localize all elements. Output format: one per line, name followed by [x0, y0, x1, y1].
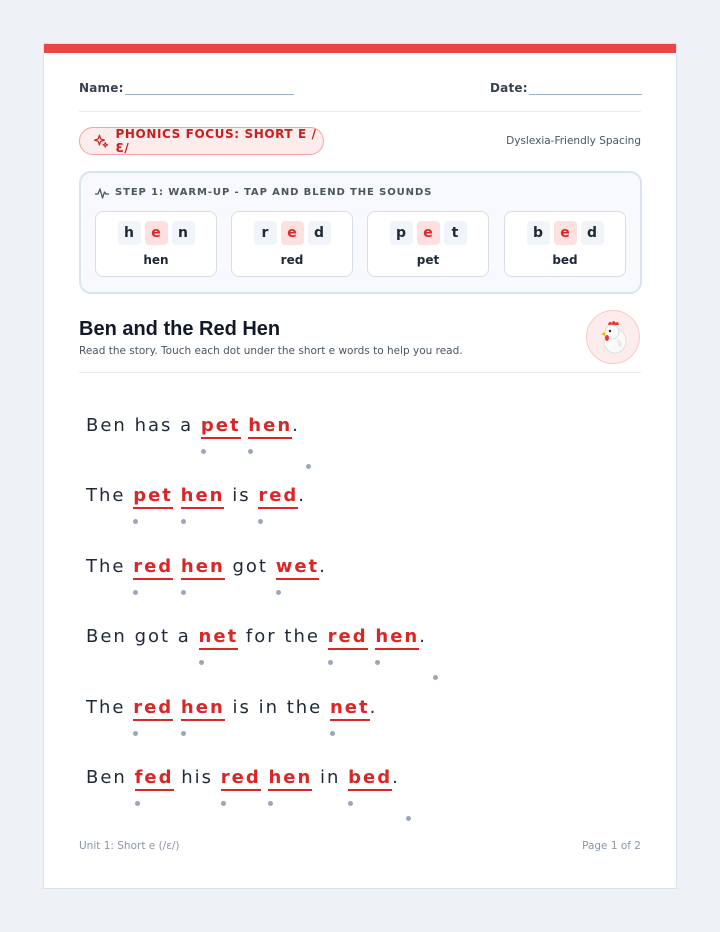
- sound-tile[interactable]: r: [254, 221, 277, 245]
- name-field[interactable]: [125, 94, 294, 95]
- sound-tile[interactable]: h: [118, 221, 141, 245]
- short-e-word[interactable]: bed: [348, 767, 392, 791]
- date-label: Date:: [490, 81, 528, 95]
- story-title: Ben and the Red Hen: [79, 318, 281, 340]
- sentence-text: .: [419, 626, 427, 647]
- short-e-word[interactable]: fed: [135, 767, 174, 791]
- short-e-word[interactable]: red: [133, 697, 173, 721]
- story-sentence: [86, 626, 432, 650]
- short-e-word[interactable]: hen: [375, 626, 419, 650]
- sound-tile[interactable]: b: [527, 221, 550, 245]
- blend-word: bed: [552, 253, 578, 267]
- short-e-word[interactable]: hen: [181, 485, 225, 509]
- sentence-text: The: [86, 556, 134, 577]
- date-field[interactable]: [529, 94, 642, 95]
- sentence-text: [368, 626, 376, 647]
- short-e-word[interactable]: red: [221, 767, 261, 791]
- sentence-text: Ben: [86, 767, 127, 788]
- sentence-text: is: [224, 485, 259, 506]
- sentence-text: The: [86, 485, 134, 506]
- footer-unit: Unit 1: Short e (/ɛ/): [79, 840, 180, 852]
- blend-card-pet[interactable]: [367, 211, 489, 277]
- worksheet-page: [43, 43, 677, 889]
- sentence-text: is in the: [224, 697, 330, 718]
- spacing-note: Dyslexia-Friendly Spacing: [506, 135, 641, 147]
- blend-card-bed[interactable]: [504, 211, 626, 277]
- short-e-word[interactable]: pet: [201, 415, 241, 439]
- story-sentence: [86, 485, 306, 509]
- sentence-text: .: [292, 415, 300, 436]
- sound-tile[interactable]: d: [581, 221, 604, 245]
- sound-tile-vowel[interactable]: e: [554, 221, 577, 245]
- story-sentence: [86, 415, 305, 439]
- sound-tile[interactable]: t: [444, 221, 467, 245]
- top-accent-bar: [44, 44, 676, 53]
- sentence-text: [173, 697, 181, 718]
- story-instructions: Read the story. Touch each dot under the short e words to help you read.: [79, 345, 463, 357]
- header-divider: [79, 111, 641, 112]
- sentence-text: .: [392, 767, 400, 788]
- short-e-word[interactable]: pet: [133, 485, 173, 509]
- story-sentence: [86, 697, 377, 721]
- reading-dot[interactable]: [433, 675, 438, 680]
- blend-word: pet: [416, 253, 440, 267]
- phonics-focus-badge: [79, 127, 324, 155]
- short-e-word[interactable]: net: [199, 626, 239, 650]
- story-divider: [79, 372, 641, 373]
- sentence-text: [241, 415, 249, 436]
- short-e-word[interactable]: hen: [181, 556, 225, 580]
- sound-tile-vowel[interactable]: e: [145, 221, 168, 245]
- pulse-icon: [95, 187, 109, 199]
- phonics-focus-label: PHONICS FOCUS: SHORT E /Ɛ/: [115, 127, 317, 155]
- sound-tile[interactable]: d: [308, 221, 331, 245]
- sound-tile-vowel[interactable]: e: [417, 221, 440, 245]
- reading-dot[interactable]: [306, 464, 311, 469]
- sparkle-icon: [94, 134, 108, 149]
- sentence-text: [261, 767, 269, 788]
- chicken-icon: [587, 311, 639, 363]
- blend-card-hen[interactable]: [95, 211, 217, 277]
- short-e-word[interactable]: net: [330, 697, 370, 721]
- sentence-text: in: [312, 767, 349, 788]
- sentence-text: The: [86, 697, 134, 718]
- sentence-text: his: [173, 767, 221, 788]
- name-label: Name:: [79, 81, 124, 95]
- sentence-text: .: [298, 485, 307, 506]
- footer-page-number: Page 1 of 2: [582, 840, 641, 852]
- story-sentence: [86, 556, 327, 580]
- sound-tile[interactable]: n: [172, 221, 195, 245]
- blend-word: red: [280, 253, 304, 267]
- short-e-word[interactable]: wet: [276, 556, 319, 580]
- sentence-text: .: [319, 556, 327, 577]
- short-e-word[interactable]: hen: [268, 767, 312, 791]
- sound-tile-vowel[interactable]: e: [281, 221, 304, 245]
- short-e-word[interactable]: hen: [248, 415, 292, 439]
- sentence-text: got: [224, 556, 276, 577]
- blend-word: hen: [143, 253, 169, 267]
- reading-dot[interactable]: [406, 816, 411, 821]
- short-e-word[interactable]: red: [328, 626, 368, 650]
- hen-illustration: [586, 310, 640, 364]
- sound-tile[interactable]: p: [390, 221, 413, 245]
- short-e-word[interactable]: hen: [181, 697, 225, 721]
- sentence-text: has a: [126, 415, 201, 436]
- warmup-panel: [79, 171, 642, 294]
- sentence-text: [127, 767, 135, 788]
- short-e-word[interactable]: red: [258, 485, 298, 509]
- warmup-title: STEP 1: WARM-UP - TAP AND BLEND THE SOUNDS: [115, 187, 433, 198]
- short-e-word[interactable]: red: [133, 556, 173, 580]
- sentence-text: got a: [126, 626, 199, 647]
- sentence-text: Ben: [86, 626, 127, 647]
- sentence-text: .: [369, 697, 378, 718]
- sentence-text: [173, 485, 181, 506]
- blend-card-red[interactable]: [231, 211, 353, 277]
- sentence-text: [173, 556, 181, 577]
- sentence-text: for the: [238, 626, 328, 647]
- story-sentence: [86, 767, 405, 791]
- sentence-text: Ben: [86, 415, 127, 436]
